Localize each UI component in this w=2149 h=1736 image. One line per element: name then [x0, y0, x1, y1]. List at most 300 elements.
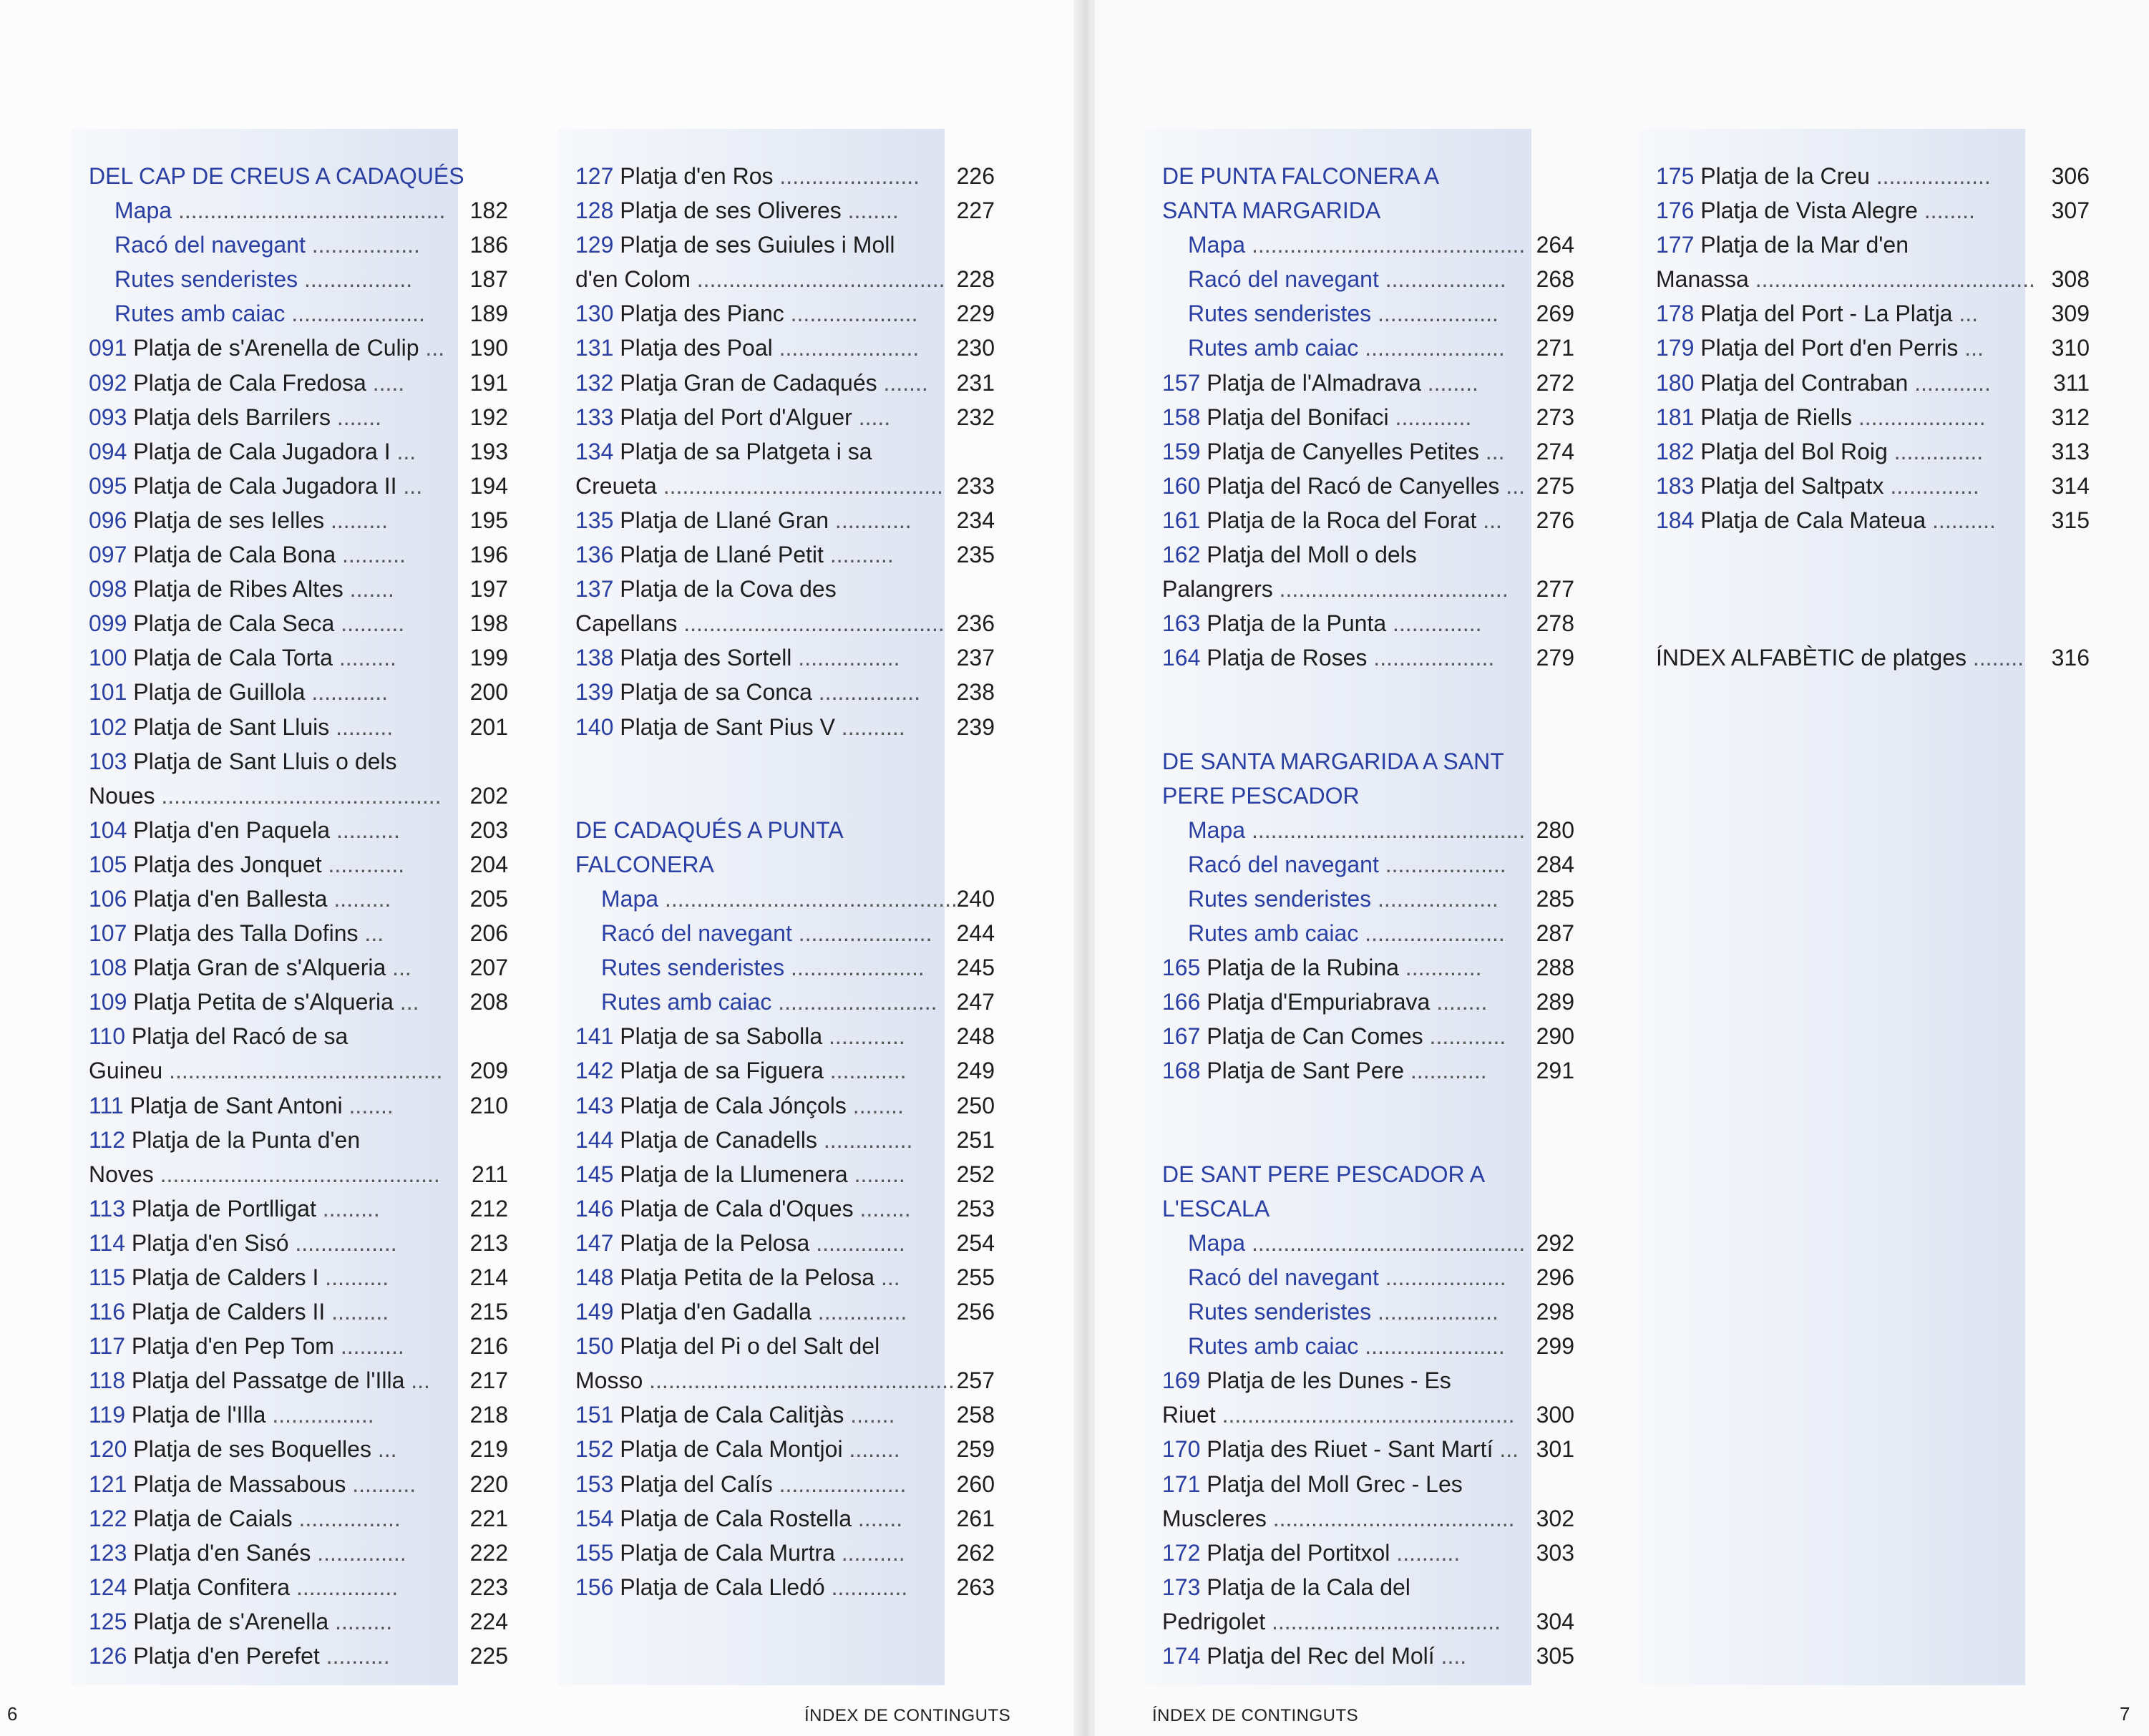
toc-entry — [1145, 228, 1574, 262]
entry-label: Platja d'Empuriabrava — [1207, 989, 1431, 1015]
section-heading — [1145, 779, 1531, 813]
entry-title — [72, 331, 444, 365]
page-ref: 305 — [1536, 1643, 1574, 1669]
leader-dots: ... — [1478, 438, 1505, 464]
entry-title — [1145, 1363, 1451, 1398]
toc-entry — [72, 1467, 508, 1501]
beach-number: 103 — [89, 748, 134, 774]
leader-dots: .............. — [817, 1126, 913, 1153]
leader-dots: ....... — [844, 1402, 895, 1428]
page-ref: 198 — [469, 610, 508, 637]
leader-dots: ..... — [852, 404, 891, 430]
leader-dots: ............ — [1398, 955, 1482, 981]
entry-title — [558, 1260, 900, 1294]
entry-label: Platja de Cala Mateua — [1700, 507, 1926, 533]
leader-dots: ..... — [366, 369, 405, 396]
toc-entry — [72, 1053, 508, 1088]
leader-dots: ... — [1952, 301, 1979, 327]
leader-dots: ................ — [791, 645, 900, 671]
page-ref: 206 — [469, 920, 508, 947]
toc-entry — [72, 434, 508, 469]
entry-label: Mapa — [1188, 232, 1246, 258]
beach-number: 183 — [1656, 472, 1701, 499]
toc-entries — [558, 159, 995, 1604]
entry-label: Platja de Sant Pius V — [620, 713, 835, 740]
entry-label: Creueta — [575, 472, 657, 499]
entry-label: Mosso — [575, 1367, 643, 1394]
page-number: 6 — [7, 1703, 18, 1725]
page-ref: 277 — [1536, 576, 1574, 603]
beach-number: 171 — [1162, 1471, 1207, 1497]
toc-entry — [1145, 1432, 1574, 1466]
page-ref: 299 — [1536, 1333, 1574, 1360]
toc-entry — [558, 1398, 995, 1432]
entry-label: Platja d'en Ros — [620, 163, 774, 189]
entry-label: Platja de Canyelles Petites — [1207, 438, 1479, 464]
leader-dots: ..................... — [285, 301, 425, 327]
page-ref: 202 — [469, 782, 508, 809]
leader-dots: ........ — [842, 1436, 900, 1463]
leader-dots: ............ — [305, 679, 388, 706]
leader-dots: ..................... — [791, 920, 932, 947]
beach-number: 161 — [1162, 507, 1207, 533]
leader-dots: ......................................... — [677, 610, 945, 637]
entry-label: Platja de Cala Fredosa — [133, 369, 366, 396]
page-ref: 285 — [1536, 885, 1574, 912]
beach-number: 140 — [575, 713, 620, 740]
leader-dots: ............................................ — [1748, 266, 2035, 293]
toc-entry — [558, 1260, 995, 1294]
entry-title — [558, 1467, 906, 1501]
entry-title — [558, 675, 920, 709]
entry-title — [1639, 262, 2035, 296]
page-ref: 194 — [469, 472, 508, 499]
toc-entry — [1145, 503, 1574, 537]
page-ref: 257 — [956, 1367, 995, 1394]
leader-dots: ............ — [823, 1058, 907, 1084]
entry-label: Platja de ses Ielles — [133, 507, 325, 533]
entry-label: Platja del Portitxol — [1207, 1539, 1390, 1566]
entry-label: Platja dels Barrilers — [133, 404, 331, 430]
beach-number: 095 — [89, 472, 134, 499]
toc-entry — [558, 1157, 995, 1191]
beach-number: 131 — [575, 335, 620, 361]
entry-title — [72, 1191, 380, 1226]
page-ref: 233 — [956, 472, 995, 499]
leader-dots: ...................................... — [1266, 1505, 1515, 1531]
toc-entry — [1639, 503, 2090, 537]
entry-label: Rutes amb caiac — [1188, 335, 1359, 361]
leader-dots: .............. — [1386, 610, 1482, 637]
leader-dots: ... — [358, 920, 384, 947]
toc-entry — [1145, 1363, 1531, 1398]
toc-entry — [1639, 296, 2090, 331]
toc-entry — [1145, 1329, 1574, 1363]
toc-entry — [1145, 1019, 1574, 1053]
leader-dots: .......... — [823, 542, 894, 568]
entry-label: Rutes senderistes — [601, 955, 785, 981]
leader-dots: ......... — [329, 713, 394, 740]
leader-dots: .............................................. — [658, 885, 957, 912]
leader-dots: ... — [396, 472, 423, 499]
entry-label: Racó del navegant — [1188, 266, 1379, 293]
leader-dots: .................... — [784, 301, 918, 327]
entry-title — [1171, 262, 1506, 296]
leader-dots: ........ — [841, 198, 899, 224]
entry-title — [1639, 296, 1978, 331]
page-ref: 304 — [1536, 1608, 1574, 1634]
toc-entry — [72, 1329, 508, 1363]
entry-title — [1171, 228, 1525, 262]
entry-label: SANTA MARGARIDA — [1162, 198, 1381, 224]
leader-dots: ... — [386, 955, 411, 981]
entry-label: Racó del navegant — [1188, 851, 1379, 877]
entry-title — [72, 1501, 401, 1536]
entry-title — [1145, 950, 1481, 985]
entry-title — [72, 950, 411, 985]
entry-label: Platja Confitera — [133, 1574, 291, 1600]
entry-title — [1171, 916, 1505, 950]
entry-title — [1145, 1191, 1270, 1226]
page-ref: 261 — [956, 1505, 995, 1531]
beach-number: 106 — [89, 885, 134, 912]
page-ref: 199 — [469, 645, 508, 671]
entry-label: Capellans — [575, 610, 678, 637]
toc-entry — [72, 366, 508, 400]
beach-number: 154 — [575, 1505, 620, 1531]
page-ref: 275 — [1536, 472, 1574, 499]
entry-title — [72, 985, 419, 1019]
beach-number: 109 — [89, 989, 134, 1015]
toc-entry — [72, 537, 508, 572]
leader-dots: ........ — [1421, 369, 1478, 396]
entry-title — [1145, 1570, 1410, 1604]
entry-label: Rutes senderistes — [1188, 301, 1372, 327]
leader-dots: ....... — [852, 1505, 903, 1531]
page-ref: 239 — [956, 713, 995, 740]
beach-number: 099 — [89, 610, 134, 637]
toc-entry — [1145, 675, 1531, 709]
beach-number: 184 — [1656, 507, 1701, 533]
entry-label: Platja de l'Almadrava — [1207, 369, 1421, 396]
beach-number: 098 — [89, 576, 134, 603]
toc-entry — [558, 710, 995, 744]
leader-dots: ................ — [292, 1505, 401, 1531]
entry-title — [72, 675, 388, 709]
leader-dots: ............ — [829, 507, 912, 533]
page-ref: 296 — [1536, 1264, 1574, 1290]
page-ref: 300 — [1536, 1402, 1574, 1428]
toc-entry — [1145, 1501, 1574, 1536]
page-ref: 256 — [956, 1299, 995, 1325]
leader-dots: ........ — [1966, 645, 2024, 671]
entry-title — [72, 1088, 394, 1123]
beach-number: 168 — [1162, 1058, 1207, 1084]
toc-entry — [72, 1157, 508, 1191]
toc-entry — [558, 675, 995, 709]
toc-entry — [72, 1501, 508, 1536]
page-ref: 280 — [1536, 816, 1574, 843]
toc-column-4 — [1639, 129, 2090, 1685]
entry-title — [1145, 1157, 1485, 1191]
leader-dots: ......... — [324, 507, 388, 533]
toc-entry — [558, 1019, 995, 1053]
toc-entry — [72, 1639, 508, 1673]
toc-entry — [558, 779, 945, 813]
toc-entries — [72, 159, 508, 1673]
toc-entry — [72, 916, 508, 950]
page-ref: 230 — [956, 335, 995, 361]
entry-title — [72, 572, 394, 606]
toc-entry — [1639, 572, 2025, 606]
entry-label: Platja de Cala Murtra — [620, 1539, 835, 1566]
beach-number: 120 — [89, 1436, 134, 1463]
toc-entry — [558, 331, 995, 365]
page-ref: 210 — [469, 1092, 508, 1118]
entry-title — [1145, 640, 1494, 675]
entry-label: L'ESCALA — [1162, 1195, 1270, 1221]
beach-number: 163 — [1162, 610, 1207, 637]
toc-entry — [558, 366, 995, 400]
leader-dots: ................... — [1367, 645, 1495, 671]
page-ref: 292 — [1536, 1229, 1574, 1256]
section-heading — [1145, 193, 1531, 228]
entry-label: Platja d'en Pep Tom — [131, 1333, 334, 1360]
entry-title — [558, 813, 844, 847]
entry-label: Platja de sa Figuera — [620, 1058, 824, 1084]
section-heading — [72, 159, 464, 193]
leader-dots: ................. — [305, 232, 420, 258]
entry-title — [584, 882, 957, 916]
entry-label: Platja del Contraban — [1700, 369, 1909, 396]
page-ref: 260 — [956, 1471, 995, 1497]
entry-label: Platja Petita de la Pelosa — [620, 1264, 875, 1290]
page-footer: ÍNDEX DE CONTINGUTS — [1152, 1706, 1359, 1725]
beach-number: 169 — [1162, 1367, 1207, 1394]
entry-title — [1145, 1019, 1506, 1053]
section-heading — [1145, 1191, 1531, 1226]
entry-label: Platja de Massabous — [133, 1471, 346, 1497]
toc-entry — [72, 1363, 508, 1398]
leader-dots: ......... — [328, 1608, 393, 1634]
entry-title — [558, 262, 945, 296]
entry-title — [97, 193, 445, 228]
leader-dots: ... — [1476, 507, 1502, 533]
leader-dots: .......... — [318, 1264, 389, 1290]
entry-title — [558, 366, 928, 400]
toc-entry — [1639, 228, 2025, 262]
page-ref: 191 — [469, 369, 508, 396]
toc-column-2 — [558, 129, 995, 1685]
section-heading — [558, 813, 945, 847]
beach-number: 091 — [89, 335, 134, 361]
beach-number: 151 — [575, 1402, 620, 1428]
toc-entry — [558, 1088, 995, 1123]
entry-label: Platja de Cala Montjoi — [620, 1436, 843, 1463]
page-ref: 276 — [1536, 507, 1574, 533]
leader-dots: ................ — [288, 1229, 397, 1256]
beach-number: 153 — [575, 1471, 620, 1497]
entry-title — [1145, 434, 1505, 469]
entry-title — [1171, 1226, 1525, 1260]
beach-number: 125 — [89, 1608, 134, 1634]
entry-label: Platja del Racó de Canyelles — [1207, 472, 1500, 499]
page-number: 7 — [2120, 1703, 2130, 1725]
toc-entry — [1145, 1088, 1531, 1123]
entry-label: Platja de Cala Jónçols — [620, 1092, 847, 1118]
beach-number: 113 — [89, 1195, 132, 1221]
leader-dots: ........ — [1917, 198, 1975, 224]
entry-label: Guineu — [89, 1058, 163, 1084]
page-ref: 229 — [956, 301, 995, 327]
leader-dots: .................. — [1869, 163, 1991, 189]
entry-title — [1639, 400, 1986, 434]
leader-dots: ....... — [342, 1092, 394, 1118]
leader-dots: .................................... — [1272, 576, 1509, 603]
toc-entry — [1145, 1398, 1574, 1432]
toc-entry — [72, 1019, 458, 1053]
page-ref: 302 — [1536, 1505, 1574, 1531]
toc-entry — [558, 572, 945, 606]
toc-entry — [558, 640, 995, 675]
entry-label: Platja des Poal — [620, 335, 773, 361]
leader-dots: ....... — [343, 576, 394, 603]
section-heading — [1145, 744, 1531, 779]
toc-entry — [1639, 606, 2025, 640]
beach-number: 181 — [1656, 404, 1701, 430]
toc-entry — [1145, 985, 1574, 1019]
entry-label: Mapa — [1188, 816, 1246, 843]
entry-label: Platja de Calders II — [131, 1299, 326, 1325]
entry-title — [1171, 1260, 1506, 1294]
toc-entry — [1145, 847, 1574, 882]
toc-entry — [1145, 916, 1574, 950]
beach-number: 132 — [575, 369, 620, 396]
entry-label: Rutes amb caiac — [114, 301, 286, 327]
toc-entry — [72, 640, 508, 675]
beach-number: 122 — [89, 1505, 134, 1531]
entry-title — [72, 1226, 397, 1260]
entry-title — [558, 1432, 900, 1466]
leader-dots: ......... — [332, 645, 396, 671]
entry-label: Platja de la Pelosa — [620, 1229, 810, 1256]
page-ref: 231 — [956, 369, 995, 396]
page-ref: 221 — [469, 1505, 508, 1531]
entry-title — [1145, 1536, 1460, 1570]
entry-title — [72, 1432, 397, 1466]
entry-label: Platja de sa Conca — [620, 679, 812, 706]
leader-dots: ...................... — [1358, 335, 1505, 361]
entry-title — [558, 331, 919, 365]
beach-number: 170 — [1162, 1436, 1207, 1463]
beach-number: 148 — [575, 1264, 620, 1290]
entry-title — [558, 1088, 904, 1123]
beach-number: 115 — [89, 1264, 132, 1290]
entry-title — [72, 813, 400, 847]
page-ref: 298 — [1536, 1299, 1574, 1325]
beach-number: 126 — [89, 1643, 134, 1669]
entry-label: Racó del navegant — [1188, 1264, 1379, 1290]
page-ref: 252 — [956, 1161, 995, 1187]
beach-number: 182 — [1656, 438, 1701, 464]
page-ref: 218 — [469, 1402, 508, 1428]
toc-entry — [1145, 331, 1574, 365]
beach-number: 093 — [89, 404, 134, 430]
entry-label: DEL CAP DE CREUS A CADAQUÉS — [89, 163, 464, 189]
entry-title — [72, 537, 406, 572]
leader-dots: ........................................... — [1245, 232, 1526, 258]
entry-label: Racó del navegant — [114, 232, 306, 258]
page-ref: 272 — [1536, 369, 1574, 396]
beach-number: 121 — [89, 1471, 134, 1497]
page-ref: 228 — [956, 266, 995, 293]
toc-entry — [72, 228, 508, 262]
beach-number: 138 — [575, 645, 620, 671]
entry-title — [1145, 779, 1360, 813]
entry-label: Platja de la Mar d'en — [1700, 232, 1909, 258]
page-ref: 310 — [2051, 335, 2090, 361]
entry-label: Platja de ses Boquelles — [133, 1436, 371, 1463]
entry-title — [1145, 193, 1380, 228]
entry-title — [1145, 1398, 1515, 1432]
toc-entry — [72, 1398, 508, 1432]
toc-entry — [558, 400, 995, 434]
entry-label: Platja de sa Sabolla — [620, 1023, 823, 1050]
page-ref: 307 — [2051, 198, 2090, 224]
entry-title — [72, 882, 391, 916]
section-heading — [558, 847, 945, 882]
entry-title — [558, 640, 900, 675]
toc-entry — [1145, 366, 1574, 400]
leader-dots: ................ — [812, 679, 921, 706]
entry-title — [72, 159, 464, 193]
entry-title — [558, 847, 714, 882]
entry-label: Platja de Cala Bona — [133, 542, 336, 568]
leader-dots: .......... — [1926, 507, 1996, 533]
leader-dots: ...................... — [1358, 920, 1505, 947]
page-ref: 248 — [956, 1023, 995, 1050]
toc-entry — [1145, 882, 1574, 916]
beach-number: 110 — [89, 1023, 132, 1050]
entry-title — [584, 985, 937, 1019]
page-ref: 251 — [956, 1126, 995, 1153]
entry-title — [1145, 366, 1478, 400]
entry-title — [72, 779, 442, 813]
entry-title — [558, 296, 917, 331]
entry-label: Platja de Llané Gran — [620, 507, 829, 533]
entry-label: Racó del navegant — [601, 920, 792, 947]
toc-entry — [558, 228, 945, 262]
entry-label: Platja de la Roca del Forat — [1207, 507, 1477, 533]
toc-entry — [1639, 193, 2090, 228]
entry-title — [558, 537, 894, 572]
toc-entry — [1145, 640, 1574, 675]
toc-entry — [558, 469, 995, 503]
entry-label: Platja d'en Gadalla — [620, 1299, 812, 1325]
page-ref: 236 — [956, 610, 995, 637]
entry-title — [1145, 537, 1417, 572]
leader-dots: ......... — [325, 1299, 389, 1325]
toc-entry — [1639, 640, 2090, 675]
entry-title — [558, 1053, 906, 1088]
toc-entry — [72, 1570, 508, 1604]
entry-title — [72, 1536, 406, 1570]
entry-label: FALCONERA — [575, 851, 714, 877]
page-ref: 192 — [469, 404, 508, 430]
toc-entry — [1639, 537, 2025, 572]
leader-dots: .............. — [1884, 472, 1979, 499]
beach-number: 097 — [89, 542, 134, 568]
